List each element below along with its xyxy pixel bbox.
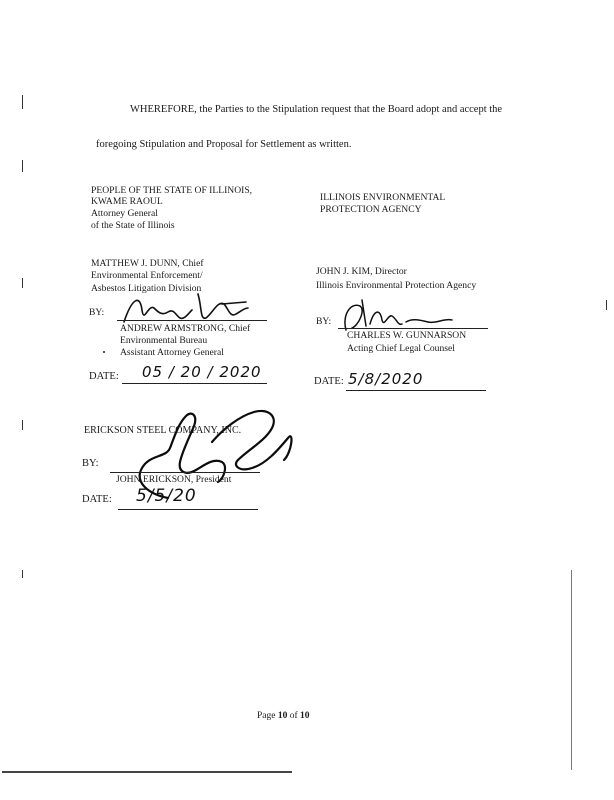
iepa-date-value: 5/8/2020 <box>348 370 424 388</box>
people-signer-title-2: Assistant Attorney General <box>120 347 224 358</box>
people-line-1: PEOPLE OF THE STATE OF ILLINOIS, <box>91 185 253 196</box>
dunn-line-1: MATTHEW J. DUNN, Chief <box>91 258 204 269</box>
erickson-date-line <box>118 509 258 510</box>
erickson-by-label: BY: <box>82 458 99 469</box>
scan-edge-mark <box>22 420 23 430</box>
people-line-4: of the State of Illinois <box>91 220 175 231</box>
iepa-line-2: PROTECTION AGENCY <box>320 204 422 215</box>
people-date-label: DATE: <box>89 371 119 382</box>
kim-line-2: Illinois Environmental Protection Agency <box>316 280 477 291</box>
dunn-line-2: Environmental Enforcement/ <box>91 270 203 281</box>
people-line-3: Attorney General <box>91 208 158 219</box>
people-date-line <box>122 383 267 384</box>
people-signer-name: ANDREW ARMSTRONG, Chief <box>120 323 251 334</box>
iepa-by-label: BY: <box>316 316 332 327</box>
erickson-company: ERICKSON STEEL COMPANY, INC. <box>84 425 242 436</box>
people-date-value: 05 / 20 / 2020 <box>142 363 262 381</box>
scan-bottom-line <box>2 771 292 773</box>
scan-edge-mark <box>22 278 23 288</box>
iepa-signer-title: Acting Chief Legal Counsel <box>347 343 455 354</box>
iepa-signature-line <box>338 328 488 329</box>
iepa-line-1: ILLINOIS ENVIRONMENTAL <box>320 192 446 203</box>
people-signature-line <box>117 320 267 321</box>
scan-edge-mark <box>22 95 23 109</box>
page-number <box>257 711 310 722</box>
erickson-date-value: 5/5/20 <box>136 486 197 506</box>
iepa-date-label: DATE: <box>314 376 344 387</box>
people-signer-title-1: Environmental Bureau <box>120 335 208 346</box>
iepa-signer-name: CHARLES W. GUNNARSON <box>347 330 467 341</box>
erickson-signature-line <box>110 472 260 473</box>
wherefore-line-1: WHEREFORE, the Parties to the Stipulation request that the Board adopt and accept the <box>130 104 503 115</box>
scan-edge-mark <box>606 300 607 310</box>
page-current: 10 <box>277 711 288 721</box>
wherefore-line-2: foregoing Stipulation and Proposal for Settlement as written. <box>96 139 352 150</box>
scan-edge-mark <box>571 570 572 770</box>
page-of: of <box>287 711 301 721</box>
scan-speck <box>103 351 105 353</box>
erickson-date-label: DATE: <box>82 494 112 505</box>
people-by-label: BY: <box>89 307 105 318</box>
iepa-date-line <box>346 390 486 391</box>
scan-edge-mark <box>22 570 23 578</box>
people-line-2: KWAME RAOUL <box>91 196 163 207</box>
page-total: 10 <box>300 711 310 721</box>
page-prefix: Page <box>257 711 278 721</box>
scan-edge-mark <box>22 160 23 172</box>
dunn-line-3: Asbestos Litigation Division <box>91 283 202 294</box>
kim-line-1: JOHN J. KIM, Director <box>316 266 407 277</box>
erickson-signer-name: JOHN ERICKSON, President <box>116 474 232 485</box>
